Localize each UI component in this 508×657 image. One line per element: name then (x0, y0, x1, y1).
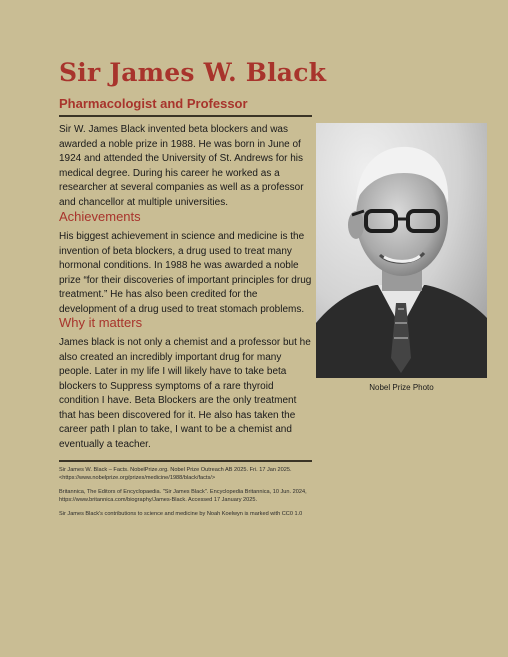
reference-item: Britannica, The Editors of Encyclopaedia. "Sir James Black". Encyclopedia Britannica, 10 Jun. 2024, https://www.britannica.com/biography/James-Black. Accessed 17 January 2025. (59, 489, 307, 503)
achievements-paragraph: His biggest achievement in science and medicine is the invention of beta blockers, a drug used to treat many hormonal conditions. In 1988 he was awarded a noble prize “for their discoveries of important principles for drug treatment.” He has also been credited for the development of a drug used to treat stomach problems. (59, 231, 312, 315)
bottom-divider (59, 460, 312, 462)
page-subtitle: Pharmacologist and Professor (59, 96, 248, 111)
portrait-illustration (316, 123, 487, 378)
intro-paragraph: Sir W. James Black invented beta blockers and was awarded a noble prize in 1988. He was born in June of 1924 and attended the University of St. Andrews for his medical degree. During his career he worked as a researcher at several companies as well as a professor and chancellor at multiple universities. (59, 124, 304, 208)
top-divider (59, 115, 312, 117)
references-block (59, 466, 309, 524)
achievements-heading: Achievements (59, 209, 141, 224)
section-why-it-matters (59, 315, 313, 452)
reference-item: Sir James W. Black – Facts. NobelPrize.org. Nobel Prize Outreach AB 2025. Fri. 17 Jan 2025. <https://www.nobelprize.org/prizes/medicine/1988/black/facts/> (59, 467, 292, 481)
why-it-matters-paragraph: James black is not only a chemist and a professor but he also created an incredibly important drug for many people. Later in my life I will likely have to take beta blockers to Suppress symptoms of a rare thyroid condition I have. Beta Blockers are the only treatment that has been discovered for it. He also has taken the career path I plan to take, I want to be a chemist and eventually a teacher. (59, 337, 311, 450)
page-title: Sir James W. Black (59, 58, 327, 87)
portrait-photo (316, 123, 487, 378)
section-achievements (59, 209, 313, 317)
reference-item: Sir James Black's contributions to science and medicine by Noah Koelwyn is marked with CC0 1.0 (59, 511, 303, 517)
photo-caption: Nobel Prize Photo (369, 383, 434, 392)
intro-block (59, 123, 313, 210)
why-it-matters-heading: Why it matters (59, 315, 143, 330)
